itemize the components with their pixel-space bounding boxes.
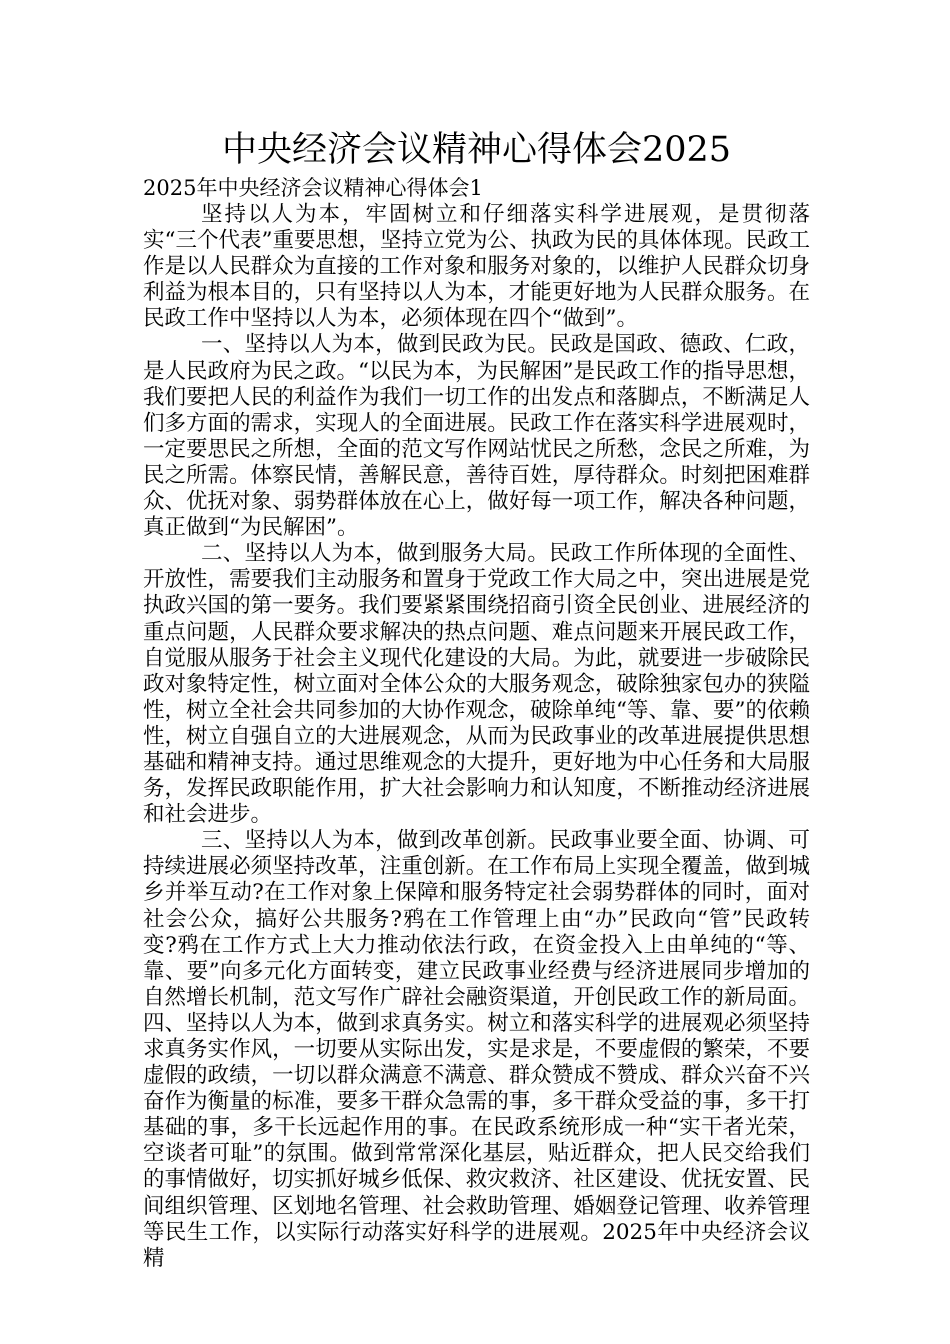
paragraph-point-three: 三、坚持以人为本，做到改革创新。民政事业要全面、协调、可持续进展必须坚持改革，注重创新。在工作布局上实现全覆盖，做到城乡并举互动?在工作对象上保障和服务特定社会弱势群体的同时，面对社会公众，搞好公共服务?鸦在工作管理上由“办”民政向“管”民政转变?鸦在工作方式上大力推动依法行政，在资金投入上由单纯的“等、靠、要”向多元化方面转变，建立民政事业经费与经济进展同步增加的自然增长机制，范文写作广辟社会融资渠道，开创民政工作的新局面。四、坚持以人为本，做到求真务实。树立和落实科学的进展观必须坚持求真务实作风，一切要从实际出发，实是求是，不要虚假的繁荣，不要虚假的政绩，一切以群众满意不满意、群众赞成不赞成、群众兴奋不兴奋作为衡量的标准，要多干群众急需的事，多干群众受益的事，多干打基础的事，多干长远起作用的事。在民政系统形成一种“实干者光荣，空谈者可耻”的氛围。做到常常深化基层，贴近群众，把人民交给我们的事情做好，切实抓好城乡低保、救灾救济、社区建设、优抚安置、民间组织管理、区划地名管理、社会救助管理、婚姻登记管理、收养管理等民生工作，以实际行动落实好科学的进展观。2025年中央经济会议精 (143, 828, 810, 1271)
paragraph-intro: 坚持以人为本，牢固树立和仔细落实科学进展观，是贯彻落实“三个代表”重要思想，坚持立党为公、执政为民的具体体现。民政工作是以人民群众为直接的工作对象和服务对象的，以维护人民群众切身利益为根本目的，只有坚持以人为本，才能更好地为人民群众服务。在民政工作中坚持以人为本，必须体现在四个“做到”。 (143, 202, 810, 332)
document-page (143, 128, 810, 1272)
document-subtitle: 2025年中央经济会议精神心得体会1 (143, 176, 483, 200)
document-title: 中央经济会议精神心得体会2025 (221, 130, 732, 170)
paragraph-point-two: 二、坚持以人为本，做到服务大局。民政工作所体现的全面性、开放性，需要我们主动服务和置身于党政工作大局之中，突出进展是党执政兴国的第一要务。我们要紧紧围绕招商引资全民创业、进展经济的重点问题，人民群众要求解决的热点问题、难点问题来开展民政工作，自觉服从服务于社会主义现代化建设的大局。为此，就要进一步破除民政对象特定性，树立面对全体公众的大服务观念，破除独家包办的狭隘性，树立全社会共同参加的大协作观念，破除单纯“等、靠、要”的依赖性，树立自强自立的大进展观念，从而为民政事业的改革进展提供思想基础和精神支持。通过思维观念的大提升，更好地为中心任务和大局服务，发挥民政职能作用，扩大社会影响力和认知度，不断推动经济进展和社会进步。 (143, 541, 810, 828)
paragraph-point-one: 一、坚持以人为本，做到民政为民。民政是国政、德政、仁政，是人民政府为民之政。“以民为本，为民解困”是民政工作的指导思想，我们要把人民的利益作为我们一切工作的出发点和落脚点，不断满足人们多方面的需求，实现人的全面进展。民政工作在落实科学进展观时，一定要思民之所想，全面的范文写作网站忧民之所愁，念民之所难，为民之所需。体察民情，善解民意，善待百姓，厚待群众。时刻把困难群众、优抚对象、弱势群体放在心上，做好每一项工作，解决各种问题，真正做到“为民解困”。 (143, 332, 810, 541)
